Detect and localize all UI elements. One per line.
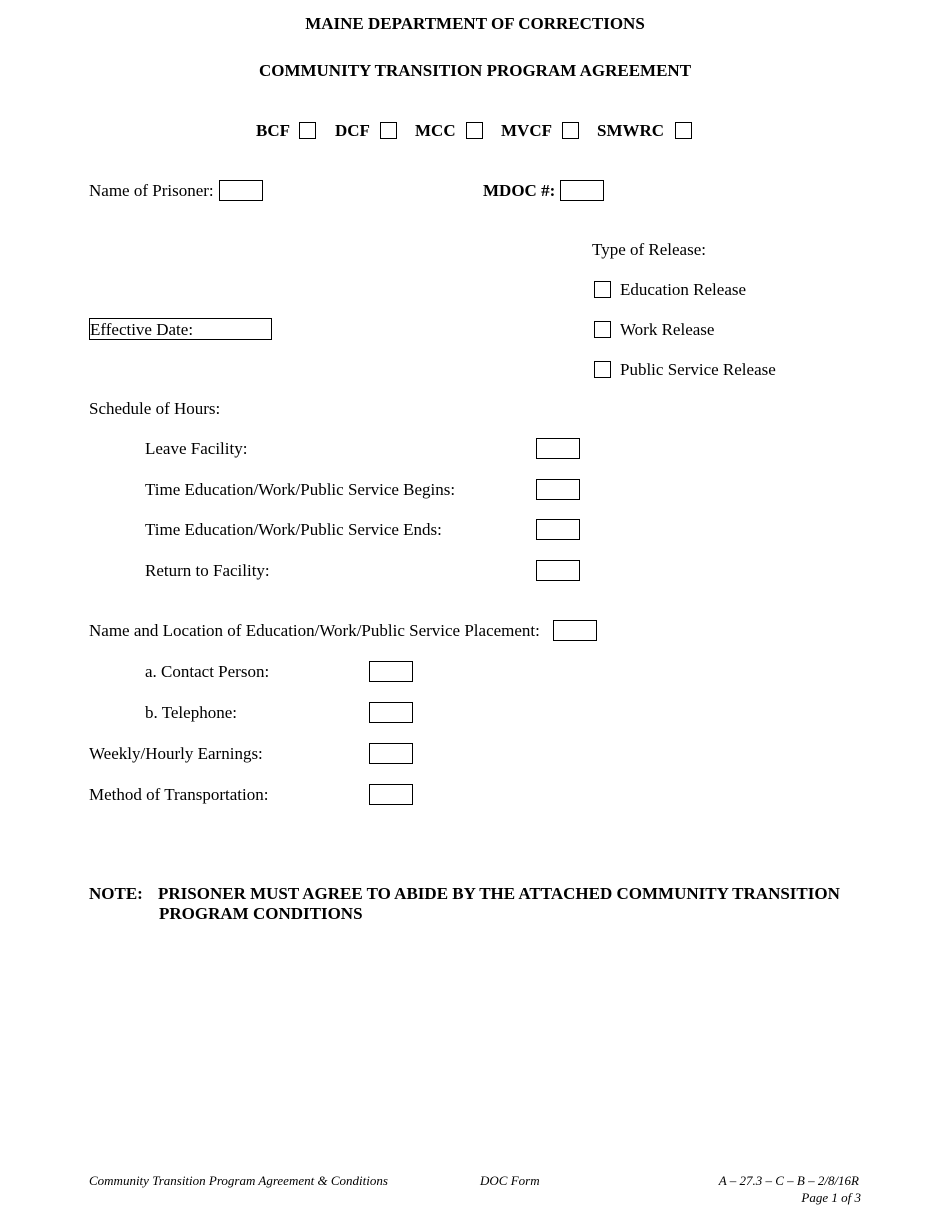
facility-label-smwrc: SMWRC [597, 121, 665, 140]
footer-doc-form: DOC Form [480, 1173, 540, 1188]
schedule-return-field[interactable] [536, 560, 580, 581]
department-title: MAINE DEPARTMENT OF CORRECTIONS [305, 14, 645, 33]
contact-person-field[interactable] [369, 661, 413, 682]
prisoner-name-label: Name of Prisoner: [89, 181, 214, 200]
telephone-field[interactable] [369, 702, 413, 723]
mdoc-label: MDOC #: [483, 181, 556, 200]
placement-label: Name and Location of Education/Work/Public Service Placement: [89, 621, 540, 640]
earnings-field[interactable] [369, 743, 413, 764]
facility-label-mvcf: MVCF [501, 121, 552, 140]
facility-checkbox-bcf[interactable] [299, 122, 316, 139]
release-checkbox-education[interactable] [594, 281, 611, 298]
note-line-1: PRISONER MUST AGREE TO ABIDE BY THE ATTACHED COMMUNITY TRANSITION [158, 884, 840, 903]
schedule-ends-field[interactable] [536, 519, 580, 540]
earnings-label: Weekly/Hourly Earnings: [89, 744, 263, 763]
effective-date-label: Effective Date: [90, 320, 194, 339]
facility-checkbox-dcf[interactable] [380, 122, 397, 139]
prisoner-name-field[interactable] [219, 180, 263, 201]
release-label-work: Work Release [620, 320, 715, 339]
transportation-label: Method of Transportation: [89, 785, 269, 804]
footer-form-name: Community Transition Program Agreement & Conditions [89, 1173, 388, 1188]
note-label: NOTE: [89, 884, 143, 903]
release-type-heading: Type of Release: [592, 240, 706, 259]
facility-label-mcc: MCC [415, 121, 456, 140]
facility-label-dcf: DCF [335, 121, 370, 140]
contact-person-label: a. Contact Person: [145, 662, 270, 681]
facility-checkbox-mcc[interactable] [466, 122, 483, 139]
schedule-begins-field[interactable] [536, 479, 580, 500]
release-label-public-service: Public Service Release [620, 360, 776, 379]
schedule-heading: Schedule of Hours: [89, 399, 221, 418]
facility-label-bcf: BCF [256, 121, 290, 140]
transportation-field[interactable] [369, 784, 413, 805]
facility-checkbox-smwrc[interactable] [675, 122, 692, 139]
effective-date-field[interactable] [89, 318, 272, 340]
footer-form-code: A – 27.3 – C – B – 2/8/16R [718, 1173, 859, 1188]
schedule-ends-label: Time Education/Work/Public Service Ends: [145, 520, 442, 539]
mdoc-field[interactable] [560, 180, 604, 201]
telephone-label: b. Telephone: [145, 703, 237, 722]
release-label-education: Education Release [620, 280, 747, 299]
facility-checkbox-mvcf[interactable] [562, 122, 579, 139]
footer-page-number: Page 1 of 3 [801, 1190, 861, 1205]
note-line-2: PROGRAM CONDITIONS [159, 904, 363, 923]
schedule-leave-field[interactable] [536, 438, 580, 459]
schedule-leave-label: Leave Facility: [145, 439, 248, 458]
release-checkbox-work[interactable] [594, 321, 611, 338]
schedule-begins-label: Time Education/Work/Public Service Begins: [145, 480, 456, 499]
placement-field[interactable] [553, 620, 597, 641]
release-checkbox-public-service[interactable] [594, 361, 611, 378]
form-title: COMMUNITY TRANSITION PROGRAM AGREEMENT [258, 61, 692, 80]
schedule-return-label: Return to Facility: [145, 561, 270, 580]
